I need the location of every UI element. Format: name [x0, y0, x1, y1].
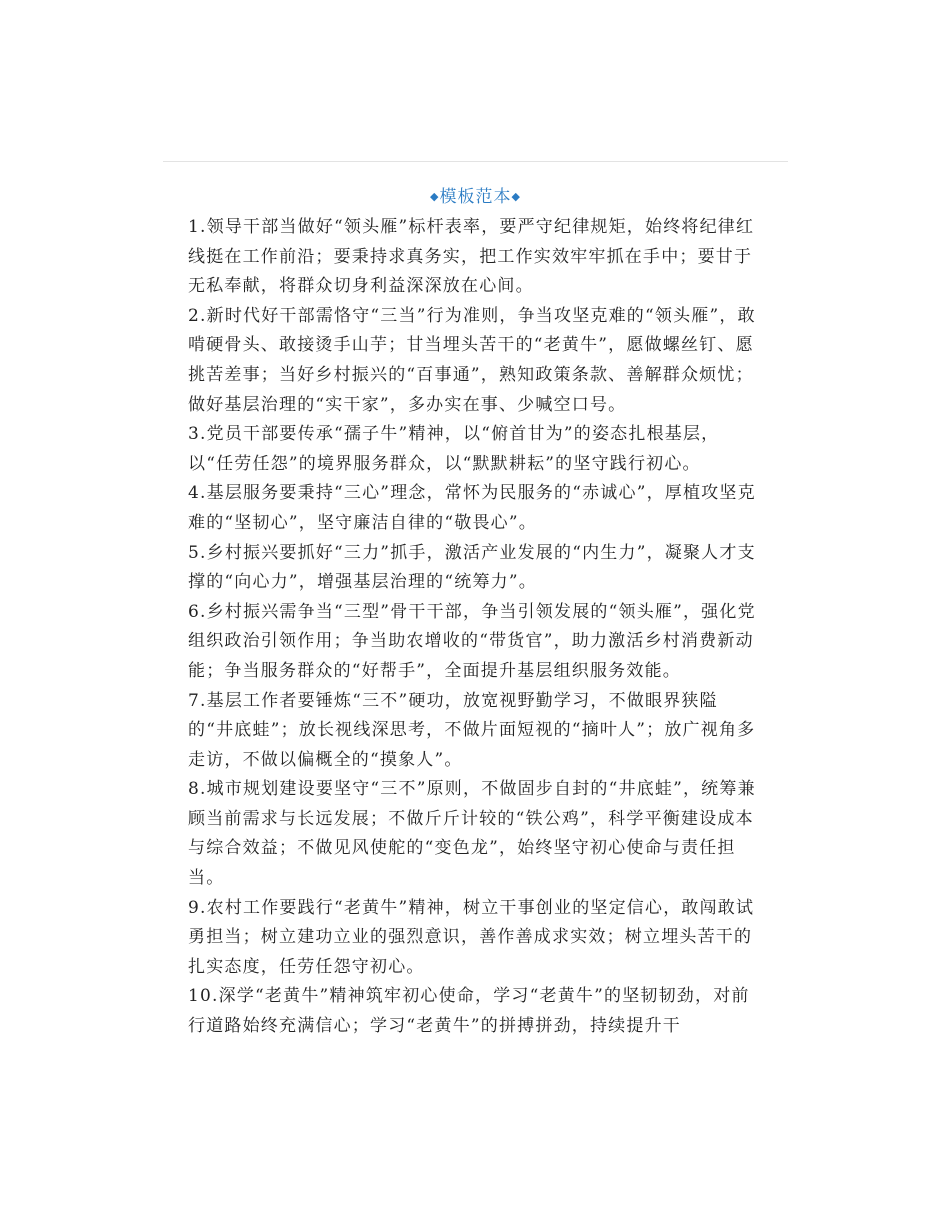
list-item: 8.城市规划建设要坚守“三不”原则，不做固步自封的“井底蛙”，统筹兼顾当前需求与长远发展；不做斤斤计较的“铁公鸡”，科学平衡建设成本与综合效益；不做见风使舵的“变色龙”，始终坚守初心使命与责任担当。	[188, 779, 756, 889]
section-heading-text: 模板范本	[439, 187, 512, 207]
list-item: 10.深学“老黄牛”精神筑牢初心使命，学习“老黄牛”的坚韧韧劲，对前行道路始终充满信心；学习“老黄牛”的拼搏拼劲，持续提升干	[188, 986, 750, 1037]
list-item: 5.乡村振兴要抓好“三力”抓手，激活产业发展的“内生力”，凝聚人才支撑的“向心力”，增强基层治理的“统筹力”。	[188, 542, 756, 593]
diamond-left-icon: ◆	[430, 190, 440, 203]
list-item: 3.党员干部要传承“孺子牛”精神，以“俯首甘为”的姿态扎根基层，以“任劳任怨”的境界服务群众，以“默默耕耘”的坚守践行初心。	[188, 424, 720, 474]
document-body	[188, 183, 763, 1042]
list-item: 7.基层工作者要锤炼“三不”硬功，放宽视野勤学习，不做眼界狭隘的“井底蛙”；放长视线深思考，不做片面短视的“摘叶人”；放广视角多走访，不做以偏概全的“摸象人”。	[188, 690, 756, 770]
header-divider	[163, 161, 788, 162]
list-item: 1.领导干部当做好“领头雁”标杆表率，要严守纪律规矩，始终将纪律红线挺在工作前沿；要秉持求真务实，把工作实效牢牢抓在手中；要甘于无私奉献，将群众切身利益深深放在心间。	[188, 217, 755, 297]
list-item: 9.农村工作要践行“老黄牛”精神，树立干事创业的坚定信心，敢闯敢试勇担当；树立建功立业的强烈意识，善作善成求实效；树立埋头苦干的扎实态度，任劳任怨守初心。	[188, 897, 755, 977]
list-item: 4.基层服务要秉持“三心”理念，常怀为民服务的“赤诚心”，厚植攻坚克难的“坚韧心”，坚守廉洁自律的“敬畏心”。	[188, 483, 756, 533]
diamond-right-icon: ◆	[511, 190, 521, 203]
list-item: 2.新时代好干部需恪守“三当”行为准则，争当攻坚克难的“领头雁”，敢啃硬骨头、敢接烫手山芋；甘当埋头苦干的“老黄牛”，愿做螺丝钉、愿挑苦差事；当好乡村振兴的“百事通”，熟知政策条款、善解群众烦忧；做好基层治理的“实干家”，多办实在事、少喊空口号。	[188, 305, 756, 415]
section-heading	[188, 183, 763, 211]
list-item: 6.乡村振兴需争当“三型”骨干干部，争当引领发展的“领头雁”，强化党组织政治引领作用；争当助农增收的“带货官”，助力激活乡村消费新动能；争当服务群众的“好帮手”，全面提升基层组织服务效能。	[188, 601, 756, 681]
